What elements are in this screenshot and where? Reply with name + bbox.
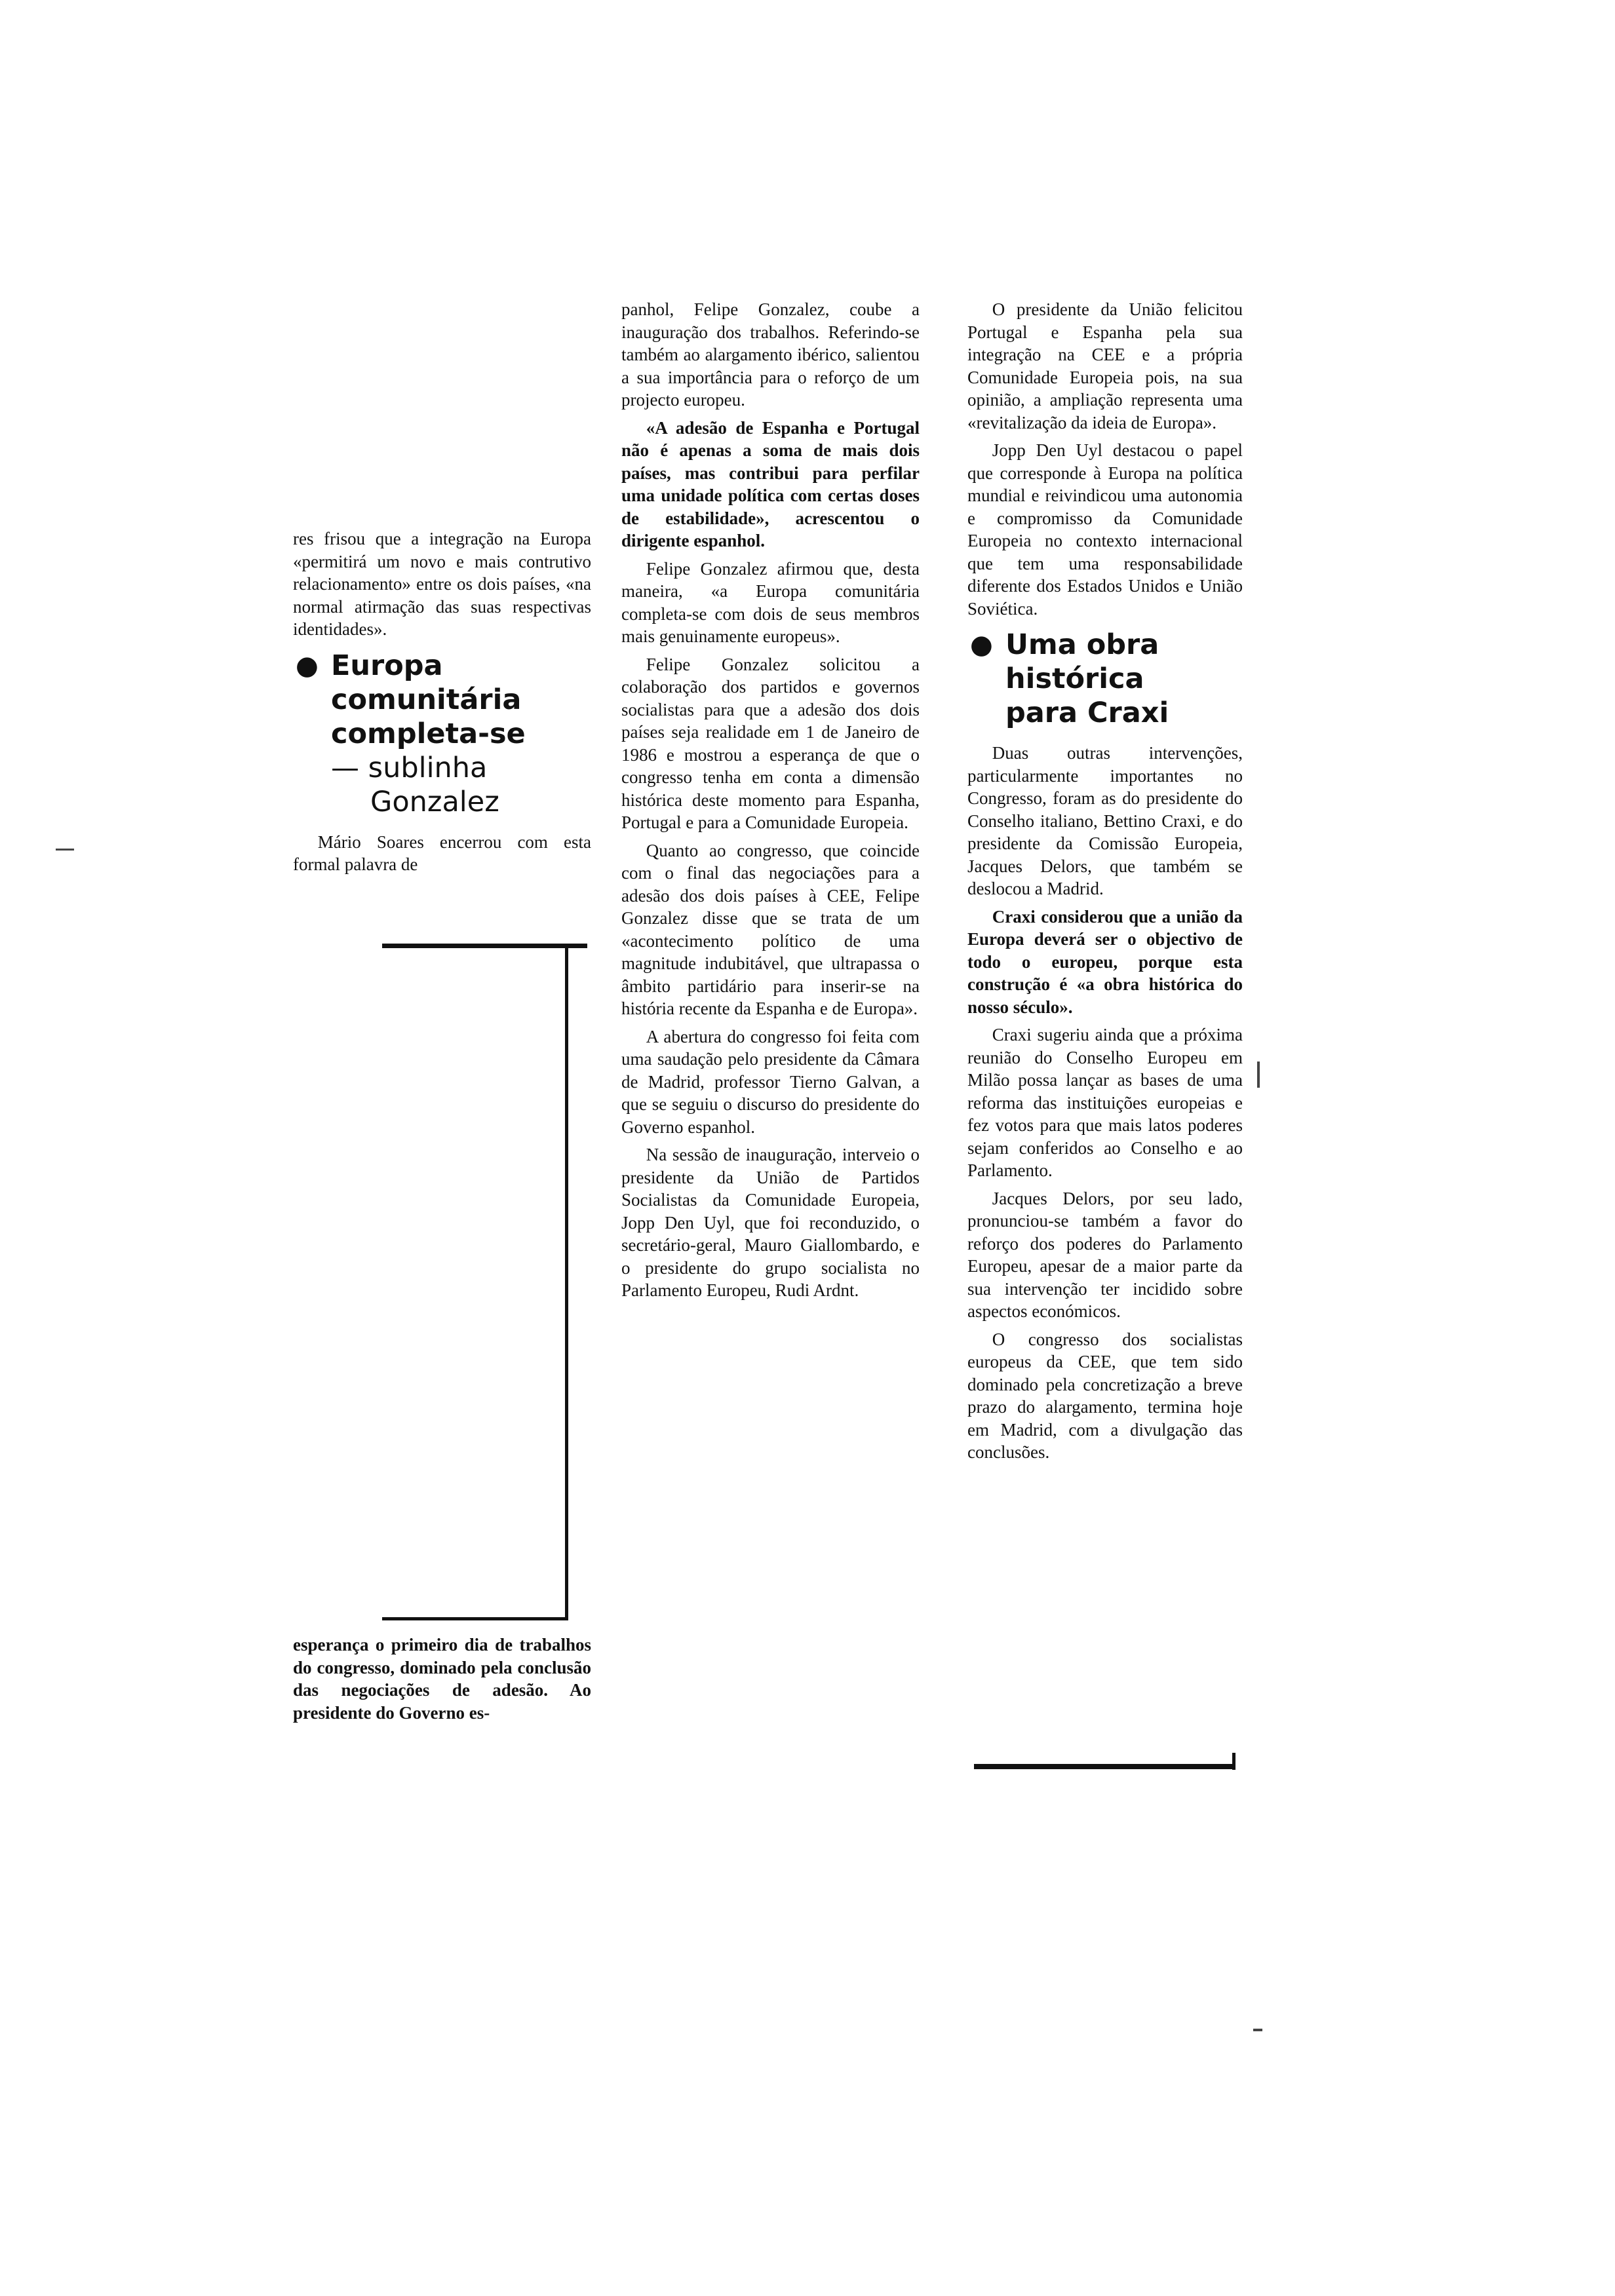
heading-uma-obra-historica: [967, 628, 1243, 730]
article-end-rule: [974, 1764, 1233, 1769]
bullet-icon: ●: [296, 650, 319, 681]
heading-line: completa-se: [331, 717, 526, 750]
scan-speck: [56, 849, 74, 851]
col1-bottom-paragraph: esperança o primeiro dia de trabalhos do congresso, dominado pela conclusão das negociações de adesão. Ao presidente do Governo es-: [293, 1635, 591, 1723]
column-1-bottom: [293, 1634, 591, 1729]
col2-paragraph-1: panhol, Felipe Gonzalez, coube a inauguração dos trabalhos. Referindo-se também ao alargamento ibérico, salientou a sua importância para o reforço de um projecto europeu.: [621, 299, 920, 410]
heading-europa-comunitaria: [293, 649, 591, 819]
heading-line: para Craxi: [1005, 697, 1169, 729]
heading-line: Uma obra: [1005, 628, 1159, 661]
col1-paragraph-1: res frisou que a integração na Europa «permitirá um novo e mais contrutivo relacionamento» entre os dois países, «na normal atirmação das suas respectivas identidades».: [293, 529, 591, 639]
col3-paragraph-7: O congresso dos socialistas europeus da CEE, que tem sido dominado pela concretização a breve prazo do alargamento, termina hoje em Madrid, com a divulgação das conclusões.: [967, 1329, 1243, 1462]
col3-paragraph-6: Jacques Delors, por seu lado, pronunciou-se também a favor do reforço dos poderes do Parlamento Europeu, apesar de a maior parte da sua intervenção ter incidido sobre aspectos económicos.: [967, 1188, 1243, 1321]
col2-paragraph-2: «A adesão de Espanha e Portugal não é apenas a soma de mais dois países, mas contribui para perfilar uma unidade política com certas doses de estabilidade», acrescentou o dirigente espanhol.: [621, 417, 920, 550]
col1-paragraph-2: Mário Soares encerrou com esta formal palavra de: [293, 832, 591, 874]
heading-line: — sublinha: [331, 751, 488, 784]
col3-paragraph-4: Craxi considerou que a união da Europa deverá ser o objectivo de todo o europeu, porque esta construção é «a obra histórica do nosso século».: [967, 906, 1243, 1017]
column-2: [621, 298, 920, 1307]
col2-paragraph-6: A abertura do congresso foi feita com uma saudação pelo presidente da Câmara de Madrid, professor Tierno Galvan, a que se seguiu o discurso do presidente do Governo espanhol.: [621, 1026, 920, 1137]
col2-paragraph-3: Felipe Gonzalez afirmou que, desta maneira, «a Europa comunitária completa-se com dois de seus membros mais genuinamente europeus».: [621, 558, 920, 646]
column-1-top: [293, 527, 591, 881]
heading-line: histórica: [1005, 662, 1144, 695]
heading-line: comunitária: [331, 683, 522, 716]
bullet-icon: ●: [970, 630, 993, 660]
col2-paragraph-5: Quanto ao congresso, que coincide com o final das negociações para a adesão dos dois países à CEE, Felipe Gonzalez disse que se trata de um «acontecimento político de uma magnitude indubitável, que ultrapassa o âmbito partidário para inserir-se na história recente da Espanha e de Europa».: [621, 840, 920, 1018]
scan-speck: [1253, 2029, 1262, 2031]
col3-paragraph-1: O presidente da União felicitou Portugal e Espanha pela sua integração na CEE e a própria Comunidade Europeia pois, na sua opinião, a ampliação representa uma «revitalização da ideia de Europa».: [967, 299, 1243, 432]
column-rule-vertical: [565, 944, 568, 1620]
col2-paragraph-4: Felipe Gonzalez solicitou a colaboração dos partidos e governos socialistas para que a adesão dos dois países seja realidade em 1 de Janeiro de 1986 e mostrou a esperança de que o congresso tenha em conta a dimensão histórica deste momento para Espanha, Portugal e para a Comunidade Europeia.: [621, 654, 920, 832]
column-rule-top: [382, 944, 587, 948]
heading-line: Gonzalez: [370, 785, 499, 818]
col2-paragraph-7: Na sessão de inauguração, interveio o presidente da União de Partidos Socialistas da Comunidade Europeia, Jopp Den Uyl, que foi reconduzido, o secretário-geral, Mauro Giallombardo, e o presidente do grupo socialista no Parlamento Europeu, Rudi Ardnt.: [621, 1145, 920, 1300]
col3-paragraph-2: Jopp Den Uyl destacou o papel que corresponde à Europa na política mundial e reivindicou uma autonomia e compromisso da Comunidade Europeia no contexto internacional que tem uma responsabilidade diferente dos Estados Unidos e União Soviética.: [967, 440, 1243, 619]
article-end-rule-tick: [1232, 1753, 1236, 1770]
col3-paragraph-3: Duas outras intervenções, particularmente importantes no Congresso, foram as do presidente do Conselho italiano, Bettino Craxi, e do presidente da Comissão Europeia, Jacques Delors, que também se deslocou a Madrid.: [967, 743, 1243, 898]
column-3: [967, 298, 1243, 1469]
heading-line: Europa: [331, 649, 443, 682]
scan-speck: [1257, 1062, 1260, 1088]
col3-paragraph-5: Craxi sugeriu ainda que a próxima reunião do Conselho Europeu em Milão possa lançar as bases de uma reforma das instituições europeias e fez votos para que mais latos poderes sejam conferidos ao Conselho e ao Parlamento.: [967, 1025, 1243, 1180]
column-rule-bottom: [382, 1617, 568, 1620]
